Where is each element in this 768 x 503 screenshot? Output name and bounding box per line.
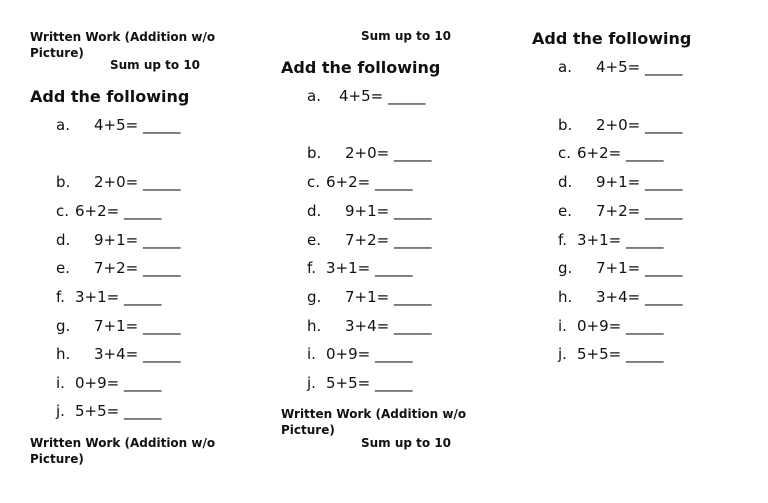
problem-expression: 0+9= _____ [326, 345, 413, 363]
problem-item [558, 202, 683, 220]
sum-title: Sum up to 10 [361, 29, 452, 43]
problem-expression: 7+1= _____ [345, 288, 432, 306]
problem-expression: 3+1= _____ [326, 259, 413, 277]
problem-expression: 0+9= _____ [75, 374, 162, 392]
problem-label: a. [558, 58, 572, 76]
problem-item [56, 173, 181, 191]
problem-label: b. [558, 116, 573, 134]
problem-expression: 4+5= _____ [339, 87, 426, 105]
problem-item [558, 144, 664, 162]
problem-expression: 7+1= _____ [94, 317, 181, 335]
problem-label: g. [558, 259, 573, 277]
problem-label: d. [56, 231, 71, 249]
problem-item [56, 317, 181, 335]
problem-label: e. [558, 202, 572, 220]
problem-expression: 3+4= _____ [94, 345, 181, 363]
problem-label: f. [558, 231, 567, 249]
problem-label: c. [307, 173, 321, 191]
problem-label: h. [558, 288, 573, 306]
problem-expression: 6+2= _____ [326, 173, 413, 191]
problem-label: a. [307, 87, 321, 105]
problem-item [56, 374, 162, 392]
problem-item [307, 374, 413, 392]
problem-item [558, 231, 664, 249]
problem-expression: 0+9= _____ [577, 317, 664, 335]
problem-item [56, 345, 181, 363]
problem-expression: 3+4= _____ [345, 317, 432, 335]
problem-expression: 4+5= _____ [94, 116, 181, 134]
problem-label: d. [307, 202, 322, 220]
problem-expression: 2+0= _____ [596, 116, 683, 134]
problem-item [56, 259, 181, 277]
problem-item [307, 317, 432, 335]
problem-expression: 3+4= _____ [596, 288, 683, 306]
problem-item [558, 259, 683, 277]
sum-title: Sum up to 10 [361, 436, 452, 450]
problem-item [307, 144, 432, 162]
problem-item [56, 202, 162, 220]
problem-label: e. [56, 259, 70, 277]
problem-expression: 7+1= _____ [596, 259, 683, 277]
problem-item [558, 317, 664, 335]
problem-label: j. [56, 402, 65, 420]
problem-expression: 9+1= _____ [596, 173, 683, 191]
written-work-title: Written Work (Addition w/o Picture) [30, 30, 216, 60]
problem-expression: 3+1= _____ [577, 231, 664, 249]
problem-label: j. [558, 345, 567, 363]
problem-item [307, 202, 432, 220]
problem-item [307, 173, 413, 191]
problem-label: g. [307, 288, 322, 306]
problem-item [307, 345, 413, 363]
problem-item [307, 87, 426, 105]
problem-label: f. [56, 288, 65, 306]
problem-expression: 7+2= _____ [94, 259, 181, 277]
problem-item [56, 402, 162, 420]
problem-label: b. [56, 173, 71, 191]
problem-item [56, 116, 181, 134]
problem-item [307, 231, 432, 249]
problem-item [558, 116, 683, 134]
sum-title: Sum up to 10 [110, 58, 201, 72]
problem-expression: 2+0= _____ [94, 173, 181, 191]
problem-expression: 5+5= _____ [577, 345, 664, 363]
problem-expression: 6+2= _____ [75, 202, 162, 220]
written-work-title: Written Work (Addition w/o Picture) [30, 436, 216, 466]
problem-expression: 3+1= _____ [75, 288, 162, 306]
problem-item [307, 259, 413, 277]
problem-item [558, 288, 683, 306]
problem-label: c. [558, 144, 572, 162]
problem-label: c. [56, 202, 70, 220]
problem-label: h. [56, 345, 71, 363]
problem-label: d. [558, 173, 573, 191]
problem-expression: 2+0= _____ [345, 144, 432, 162]
problem-item [558, 58, 683, 76]
problem-item [558, 173, 683, 191]
problem-expression: 6+2= _____ [577, 144, 664, 162]
problem-label: b. [307, 144, 322, 162]
problem-expression: 5+5= _____ [75, 402, 162, 420]
problem-item [558, 345, 664, 363]
problem-expression: 9+1= _____ [94, 231, 181, 249]
problem-item [307, 288, 432, 306]
written-work-title: Written Work (Addition w/o Picture) [281, 407, 467, 437]
problem-label: i. [558, 317, 567, 335]
problem-label: g. [56, 317, 71, 335]
problem-label: f. [307, 259, 316, 277]
section-heading: Add the following [532, 29, 692, 48]
section-heading: Add the following [30, 87, 190, 106]
problem-expression: 7+2= _____ [345, 231, 432, 249]
problem-label: a. [56, 116, 70, 134]
problem-label: h. [307, 317, 322, 335]
problem-item [56, 288, 162, 306]
problem-expression: 4+5= _____ [596, 58, 683, 76]
problem-label: e. [307, 231, 321, 249]
problem-expression: 5+5= _____ [326, 374, 413, 392]
problem-label: i. [56, 374, 65, 392]
problem-item [56, 231, 181, 249]
problem-expression: 7+2= _____ [596, 202, 683, 220]
problem-label: j. [307, 374, 316, 392]
problem-expression: 9+1= _____ [345, 202, 432, 220]
problem-label: i. [307, 345, 316, 363]
section-heading: Add the following [281, 58, 441, 77]
